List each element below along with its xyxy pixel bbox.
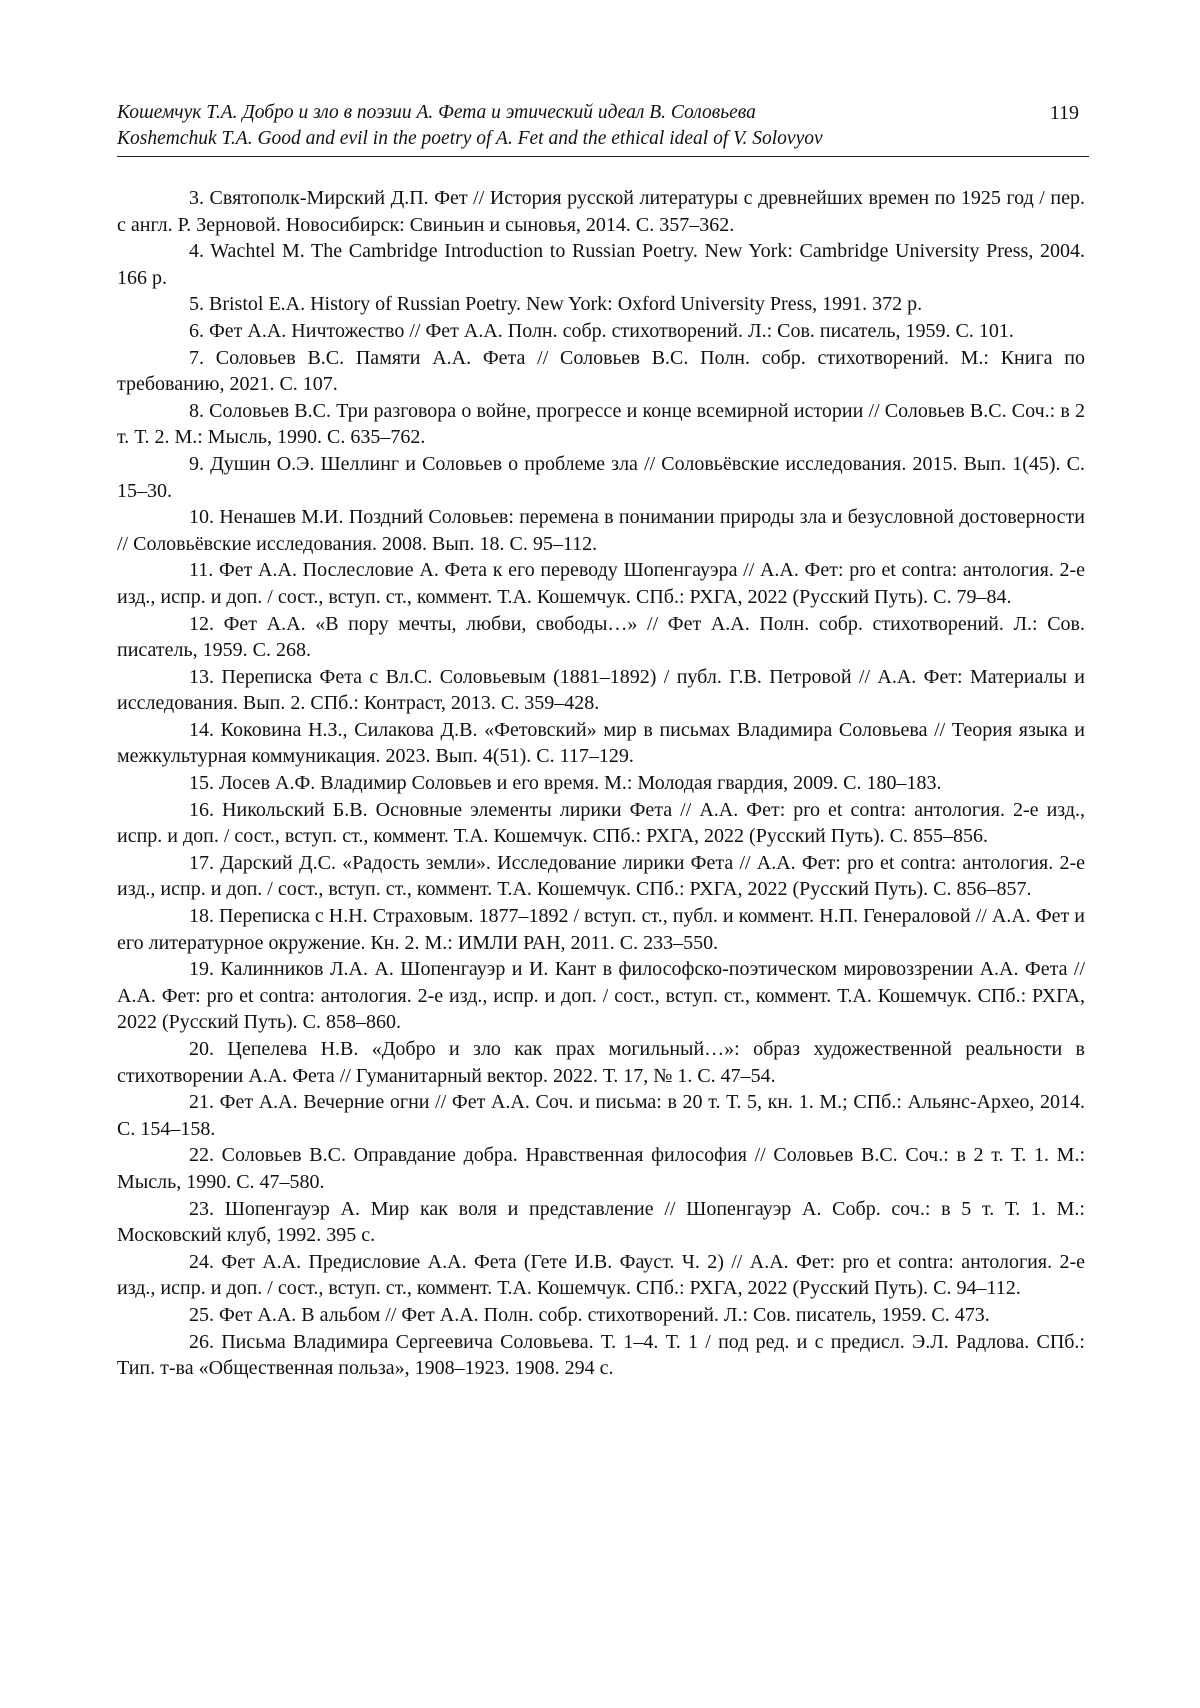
running-header	[117, 100, 1089, 152]
reference-item: 25. Фет А.А. В альбом // Фет А.А. Полн. собр. стихотворений. Л.: Сов. писатель, 1959. С. 473.	[189, 1303, 990, 1326]
header-divider	[117, 156, 1089, 157]
reference-item: 17. Дарский Д.С. «Радость земли». Исследование лирики Фета // А.А. Фет: pro et contra: антология. 2-е изд., испр. и доп. / сост., вступ. ст., коммент. Т.А. Кошемчук. СПб.: РХГА, 2022 (Русский Путь). С. 856–857.	[117, 851, 1085, 901]
reference-item: 11. Фет А.А. Послесловие А. Фета к его переводу Шопенгауэра // А.А. Фет: pro et contra: антология. 2-е изд., испр. и доп. / сост., вступ. ст., коммент. Т.А. Кошемчук. СПб.: РХГА, 2022 (Русский Путь). С. 79–84.	[117, 559, 1085, 608]
reference-item: 5. Bristol E.A. History of Russian Poetry. New York: Oxford University Press, 1991. 372 p.	[189, 293, 923, 316]
header-title-russian-line	[117, 100, 1089, 126]
reference-item: 16. Никольский Б.В. Основные элементы лирики Фета // А.А. Фет: pro et contra: антология. 2-е изд., испр. и доп. / сост., вступ. ст., коммент. Т.А. Кошемчук. СПб.: РХГА, 2022 (Русский Путь). С. 855–856.	[117, 798, 1085, 848]
reference-item: 13. Переписка Фета с Вл.С. Соловьевым (1881–1892) / публ. Г.В. Петровой // А.А. Фет: Материалы и исследования. Вып. 2. СПб.: Контраст, 2013. С. 359–428.	[117, 665, 1085, 715]
page-number: 119	[1049, 102, 1079, 124]
reference-item: 6. Фет А.А. Ничтожество // Фет А.А. Полн. собр. стихотворений. Л.: Сов. писатель, 1959. С. 101.	[189, 319, 1014, 342]
reference-item: 18. Переписка с Н.Н. Страховым. 1877–1892 / вступ. ст., публ. и коммент. Н.П. Генераловой // А.А. Фет и его литературное окружение. Кн. 2. М.: ИМЛИ РАН, 2011. С. 233–550.	[117, 905, 1085, 954]
reference-list	[117, 185, 1085, 1382]
header-title-russian: Кошемчук Т.А. Добро и зло в поэзии А. Фета и этический идеал В. Соловьева	[117, 102, 756, 123]
reference-item: 24. Фет А.А. Предисловие А.А. Фета (Гете И.В. Фауст. Ч. 2) // А.А. Фет: pro et contra: антология. 2-е изд., испр. и доп. / сост., вступ. ст., коммент. Т.А. Кошемчук. СПб.: РХГА, 2022 (Русский Путь). С. 94–112.	[117, 1250, 1085, 1300]
reference-item: 8. Соловьев В.С. Три разговора о войне, прогрессе и конце всемирной истории // Соловьев В.С. Соч.: в 2 т. Т. 2. М.: Мысль, 1990. С. 635–762.	[117, 399, 1085, 449]
reference-item: 7. Соловьев В.С. Памяти А.А. Фета // Соловьев В.С. Полн. собр. стихотворений. М.: Книга по требованию, 2021. С. 107.	[117, 346, 1085, 396]
reference-item: 15. Лосев А.Ф. Владимир Соловьев и его время. М.: Молодая гвардия, 2009. С. 180–183.	[189, 772, 942, 795]
reference-item: 12. Фет А.А. «В пору мечты, любви, свободы…» // Фет А.А. Полн. собр. стихотворений. Л.: Сов. писатель, 1959. С. 268.	[117, 612, 1085, 662]
reference-item: 14. Коковина Н.З., Силакова Д.В. «Фетовский» мир в письмах Владимира Соловьева // Теория языка и межкультурная коммуникация. 2023. Вып. 4(51). С. 117–129.	[117, 718, 1085, 768]
reference-item: 19. Калинников Л.А. А. Шопенгауэр и И. Кант в философско-поэтическом мировоззрении А.А. Фета // А.А. Фет: pro et contra: антология. 2-е изд., испр. и доп. / сост., вступ. ст., коммент. Т.А. Кошемчук. СПб.: РХГА, 2022 (Русский Путь). С. 858–860.	[117, 958, 1085, 1034]
reference-item: 9. Душин О.Э. Шеллинг и Соловьев о проблеме зла // Соловьёвские исследования. 2015. Вып. 1(45). С. 15–30.	[117, 452, 1085, 502]
header-title-english: Koshemchuk T.A. Good and evil in the poetry of A. Fet and the ethical ideal of V. Solovyov	[117, 128, 823, 149]
reference-item: 26. Письма Владимира Сергеевича Соловьева. Т. 1–4. Т. 1 / под ред. и с предисл. Э.Л. Радлова. СПб.: Тип. т-ва «Общественная польза», 1908–1923. 1908. 294 с.	[117, 1330, 1085, 1380]
reference-item: 10. Ненашев М.И. Поздний Соловьев: перемена в понимании природы зла и безусловной достоверности // Соловьёвские исследования. 2008. Вып. 18. С. 95–112.	[117, 506, 1085, 555]
reference-item: 23. Шопенгауэр А. Мир как воля и представление // Шопенгауэр А. Собр. соч.: в 5 т. Т. 1. М.: Московский клуб, 1992. 395 с.	[117, 1197, 1085, 1247]
reference-item: 22. Соловьев В.С. Оправдание добра. Нравственная философия // Соловьев В.С. Соч.: в 2 т. Т. 1. М.: Мысль, 1990. С. 47–580.	[117, 1144, 1085, 1193]
reference-item: 3. Святополк-Мирский Д.П. Фет // История русской литературы с древнейших времен по 1925 год / пер. с англ. Р. Зерновой. Новосибирск: Свиньин и сыновья, 2014. С. 357–362.	[117, 187, 1085, 236]
header-title-english-line	[117, 126, 1089, 152]
reference-item: 21. Фет А.А. Вечерние огни // Фет А.А. Соч. и письма: в 20 т. Т. 5, кн. 1. М.; СПб.: Альянс-Архео, 2014. С. 154–158.	[117, 1091, 1085, 1140]
reference-item: 4. Wachtel M. The Cambridge Introduction to Russian Poetry. New York: Cambridge University Press, 2004. 166 p.	[117, 240, 1085, 289]
reference-item: 20. Цепелева Н.В. «Добро и зло как прах могильный…»: образ художественной реальности в стихотворении А.А. Фета // Гуманитарный вектор. 2022. Т. 17, № 1. С. 47–54.	[117, 1038, 1085, 1087]
